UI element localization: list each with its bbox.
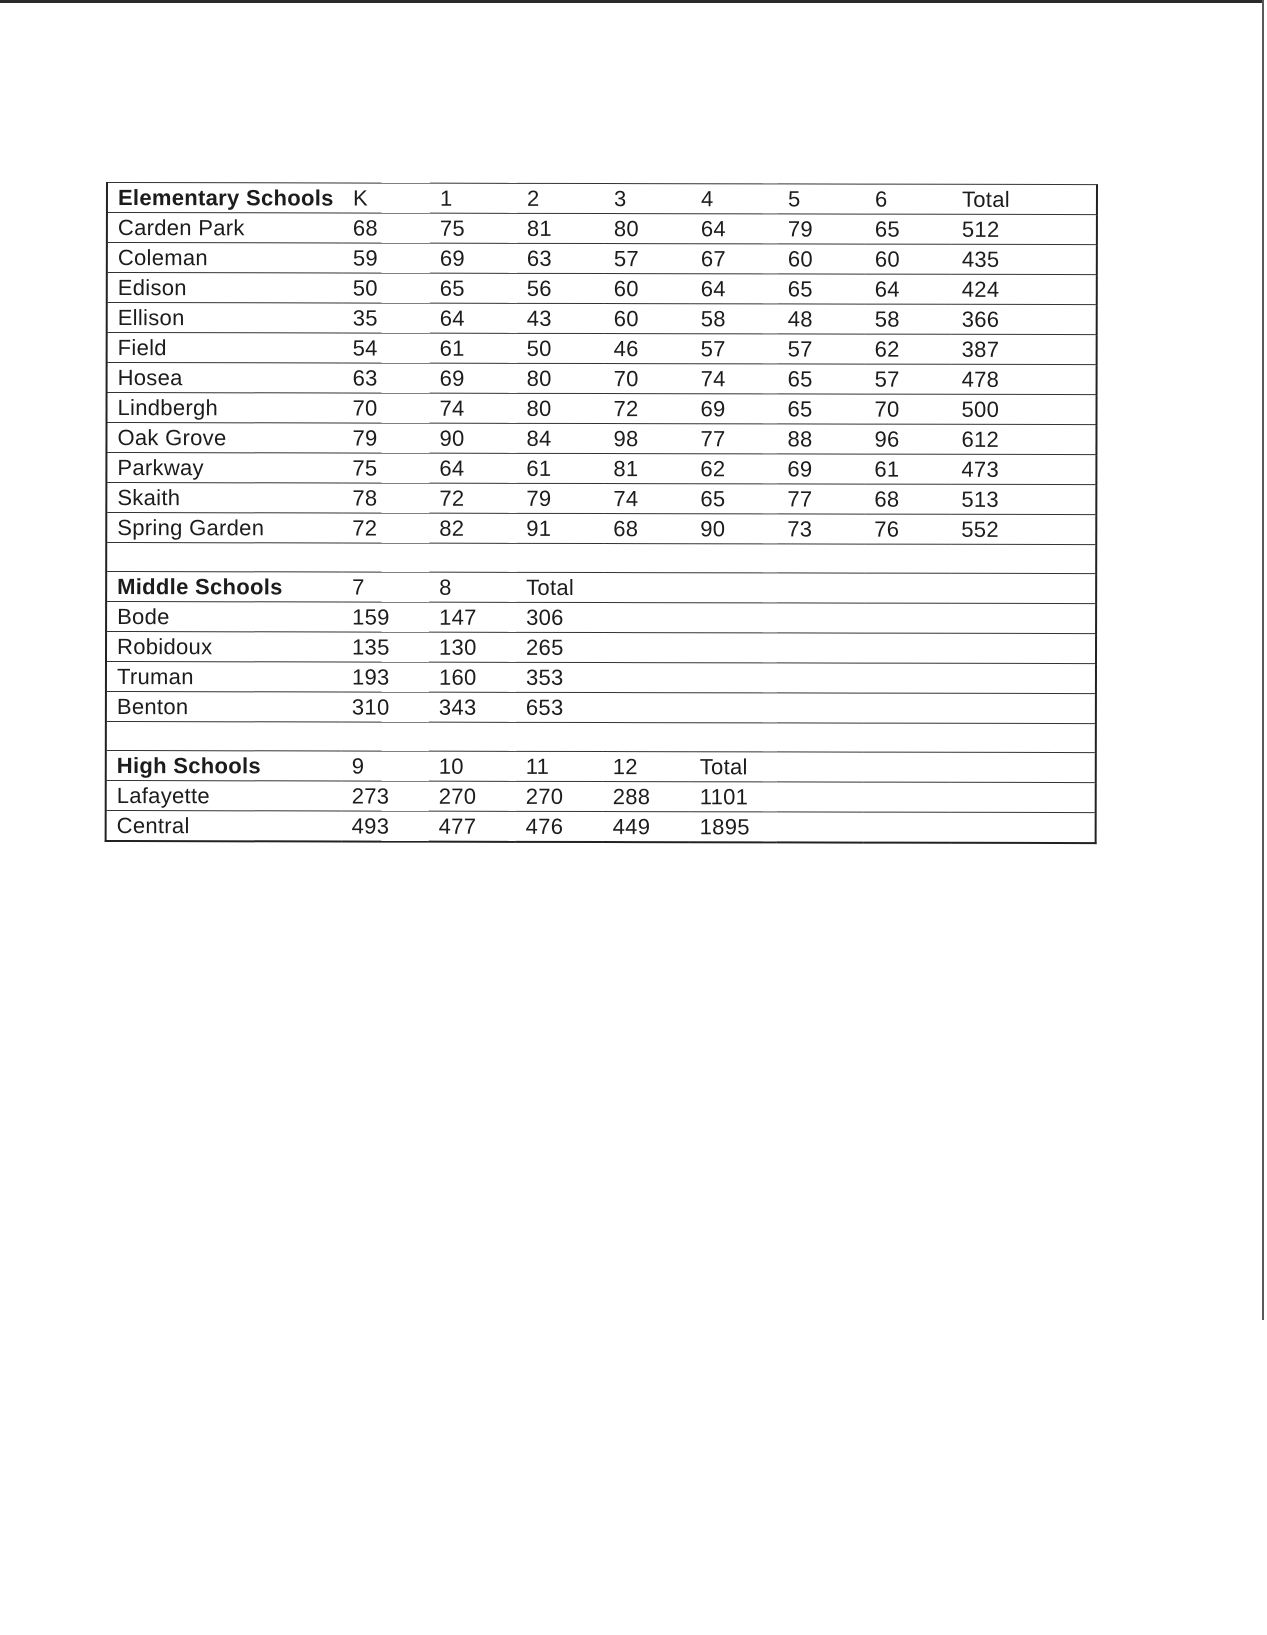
enrollment-cell: 135	[342, 632, 429, 662]
empty-cell	[951, 812, 1096, 843]
enrollment-cell: 80	[517, 363, 604, 393]
empty-cell	[777, 812, 864, 843]
empty-cell	[690, 663, 777, 693]
enrollment-cell: 98	[603, 424, 690, 454]
table-row	[107, 363, 1097, 395]
empty-cell	[864, 633, 951, 663]
empty-cell	[777, 603, 864, 633]
enrollment-cell: 75	[430, 213, 517, 243]
empty-cell	[777, 633, 864, 663]
empty-cell	[951, 663, 1096, 693]
enrollment-cell: 90	[429, 423, 516, 453]
empty-cell	[864, 544, 951, 573]
enrollment-cell: 84	[516, 423, 603, 453]
empty-cell	[951, 544, 1096, 573]
enrollment-cell: 61	[864, 454, 951, 484]
empty-cell	[516, 722, 603, 751]
empty-cell	[603, 693, 690, 723]
enrollment-cell: 50	[517, 333, 604, 363]
enrollment-cell: 90	[690, 514, 777, 544]
enrollment-cell: 74	[691, 364, 778, 394]
enrollment-cell: 343	[429, 692, 516, 722]
enrollment-cell: 68	[603, 514, 690, 544]
enrollment-cell: 69	[690, 394, 777, 424]
empty-cell	[864, 663, 951, 693]
enrollment-cell: 70	[604, 364, 691, 394]
enrollment-cell: 72	[603, 394, 690, 424]
enrollment-cell: 54	[343, 333, 430, 363]
empty-cell	[951, 782, 1096, 812]
enrollment-cell: 477	[429, 811, 516, 842]
enrollment-cell: 435	[952, 244, 1097, 274]
enrollment-cell: 265	[516, 632, 603, 662]
enrollment-cell: 59	[343, 243, 430, 273]
enrollment-cell: 50	[343, 273, 430, 303]
school-name: Oak Grove	[106, 423, 342, 453]
column-header: 2	[517, 183, 604, 213]
enrollment-cell: 79	[516, 483, 603, 513]
empty-cell	[342, 543, 429, 572]
enrollment-cell: 288	[603, 782, 690, 812]
empty-cell	[690, 693, 777, 723]
enrollment-cell: 57	[604, 244, 691, 274]
enrollment-cell: 353	[516, 662, 603, 692]
school-name: Spring Garden	[106, 513, 342, 543]
school-name: Lafayette	[106, 781, 342, 811]
empty-cell	[777, 544, 864, 573]
school-name: Central	[106, 811, 342, 842]
enrollment-cell: 273	[342, 781, 429, 811]
enrollment-cell: 76	[864, 514, 951, 544]
enrollment-cell: 81	[517, 213, 604, 243]
enrollment-cell: 63	[343, 363, 430, 393]
column-header: Total	[690, 752, 777, 782]
column-header: 3	[604, 184, 691, 214]
enrollment-cell: 43	[517, 303, 604, 333]
enrollment-cell: 65	[778, 364, 865, 394]
table-row	[107, 273, 1097, 305]
enrollment-cell: 306	[516, 602, 603, 632]
enrollment-cell: 478	[952, 364, 1097, 394]
enrollment-cell: 159	[342, 602, 429, 632]
enrollment-cell: 387	[952, 334, 1097, 364]
column-header: 11	[516, 751, 603, 781]
school-name: Bode	[106, 602, 342, 632]
spacer-row	[106, 722, 1096, 753]
empty-cell	[603, 663, 690, 693]
enrollment-cell: 75	[342, 453, 429, 483]
empty-cell	[951, 752, 1096, 782]
enrollment-cell: 147	[429, 602, 516, 632]
enrollment-cell: 80	[516, 393, 603, 423]
enrollment-cell: 64	[865, 274, 952, 304]
enrollment-cell: 366	[952, 304, 1097, 334]
table-row	[107, 333, 1097, 365]
enrollment-cell: 77	[777, 484, 864, 514]
empty-cell	[864, 573, 951, 603]
empty-cell	[690, 633, 777, 663]
empty-cell	[429, 543, 516, 572]
enrollment-cell: 60	[778, 244, 865, 274]
enrollment-cell: 612	[951, 424, 1096, 454]
enrollment-cell: 270	[516, 781, 603, 811]
enrollment-cell: 64	[429, 453, 516, 483]
enrollment-cell: 513	[951, 484, 1096, 514]
enrollment-cell: 64	[691, 214, 778, 244]
enrollment-cell: 60	[604, 274, 691, 304]
enrollment-cell: 88	[777, 424, 864, 454]
high-section-title: High Schools	[106, 751, 342, 781]
empty-cell	[777, 663, 864, 693]
elementary-section-title: Elementary Schools	[107, 183, 343, 213]
table-row	[106, 781, 1096, 813]
empty-cell	[603, 544, 690, 573]
enrollment-cell: 73	[777, 514, 864, 544]
empty-cell	[603, 573, 690, 603]
empty-cell	[777, 782, 864, 812]
enrollment-cell: 69	[430, 363, 517, 393]
empty-cell	[951, 603, 1096, 633]
enrollment-cell: 65	[430, 273, 517, 303]
high-header-row	[106, 751, 1096, 783]
enrollment-cell: 193	[342, 662, 429, 692]
enrollment-cell: 57	[691, 334, 778, 364]
enrollment-cell: 160	[429, 662, 516, 692]
enrollment-cell: 61	[430, 333, 517, 363]
table-row	[106, 662, 1096, 694]
empty-cell	[342, 722, 429, 751]
table-row	[106, 811, 1096, 844]
enrollment-cell: 48	[778, 304, 865, 334]
enrollment-cell: 67	[691, 244, 778, 274]
column-header: 6	[865, 184, 952, 214]
enrollment-cell: 82	[429, 513, 516, 543]
enrollment-cell: 46	[604, 334, 691, 364]
empty-cell	[864, 723, 951, 752]
enrollment-cell: 78	[342, 483, 429, 513]
school-name: Field	[107, 333, 343, 363]
enrollment-cell: 65	[778, 274, 865, 304]
enrollment-cell: 58	[865, 304, 952, 334]
middle-section-title: Middle Schools	[106, 572, 342, 602]
enrollment-cell: 653	[516, 692, 603, 722]
elementary-header-row	[107, 183, 1097, 215]
enrollment-cell: 449	[603, 812, 690, 843]
school-name: Parkway	[106, 453, 342, 483]
empty-cell	[864, 693, 951, 723]
enrollment-cell: 64	[691, 274, 778, 304]
enrollment-cell: 57	[865, 364, 952, 394]
empty-cell	[690, 603, 777, 633]
enrollment-cell: 79	[778, 214, 865, 244]
enrollment-cell: 68	[343, 213, 430, 243]
enrollment-cell: 512	[952, 214, 1097, 244]
enrollment-cell: 72	[429, 483, 516, 513]
empty-cell	[864, 603, 951, 633]
enrollment-cell: 79	[342, 423, 429, 453]
empty-cell	[690, 573, 777, 603]
enrollment-cell: 56	[517, 273, 604, 303]
enrollment-cell: 476	[516, 811, 603, 842]
spacer-row	[106, 543, 1096, 574]
table-row	[106, 513, 1096, 545]
enrollment-cell: 310	[342, 692, 429, 722]
empty-cell	[690, 723, 777, 752]
column-header: 5	[778, 184, 865, 214]
table-row	[106, 632, 1096, 664]
enrollment-cell: 81	[603, 454, 690, 484]
school-name: Skaith	[106, 483, 342, 513]
enrollment-cell: 77	[690, 424, 777, 454]
enrollment-cell: 63	[517, 243, 604, 273]
enrollment-cell: 65	[865, 214, 952, 244]
table-row	[106, 692, 1096, 724]
column-header: 1	[430, 183, 517, 213]
empty-cell	[777, 693, 864, 723]
school-name: Coleman	[107, 243, 343, 273]
empty-cell	[603, 603, 690, 633]
enrollment-cell: 64	[430, 303, 517, 333]
empty-cell	[951, 723, 1096, 752]
enrollment-cell: 62	[690, 454, 777, 484]
empty-cell	[951, 573, 1096, 603]
table-row	[107, 243, 1097, 275]
column-header: Total	[952, 184, 1097, 214]
enrollment-cell: 473	[951, 454, 1096, 484]
column-header: 7	[342, 572, 429, 602]
empty-cell	[777, 752, 864, 782]
school-name: Hosea	[107, 363, 343, 393]
empty-cell	[951, 633, 1096, 663]
enrollment-cell: 70	[342, 393, 429, 423]
empty-cell	[106, 722, 342, 751]
enrollment-cell: 65	[690, 484, 777, 514]
enrollment-cell: 58	[691, 304, 778, 334]
enrollment-cell: 35	[343, 303, 430, 333]
enrollment-cell: 80	[604, 214, 691, 244]
enrollment-cell: 74	[429, 393, 516, 423]
enrollment-cell: 69	[430, 243, 517, 273]
enrollment-table-container	[105, 182, 1086, 844]
empty-cell	[603, 723, 690, 752]
empty-cell	[106, 543, 342, 572]
school-name: Ellison	[107, 303, 343, 333]
empty-cell	[864, 812, 951, 843]
enrollment-cell: 270	[429, 781, 516, 811]
enrollment-cell: 61	[516, 453, 603, 483]
empty-cell	[864, 782, 951, 812]
table-row	[106, 453, 1096, 485]
enrollment-cell: 500	[951, 394, 1096, 424]
enrollment-cell: 1101	[690, 782, 777, 812]
column-header: 10	[429, 751, 516, 781]
school-name: Benton	[106, 692, 342, 722]
enrollment-cell: 96	[864, 424, 951, 454]
enrollment-cell: 57	[778, 334, 865, 364]
enrollment-cell: 552	[951, 514, 1096, 544]
empty-cell	[777, 573, 864, 603]
table-row	[106, 423, 1096, 455]
empty-cell	[951, 693, 1096, 723]
enrollment-cell: 62	[865, 334, 952, 364]
column-header: 12	[603, 752, 690, 782]
column-header: Total	[516, 572, 603, 602]
school-name: Robidoux	[106, 632, 342, 662]
table-row	[107, 213, 1097, 245]
column-header: 9	[342, 751, 429, 781]
empty-cell	[429, 722, 516, 751]
column-header: 8	[429, 572, 516, 602]
enrollment-cell: 68	[864, 484, 951, 514]
enrollment-cell: 60	[604, 304, 691, 334]
enrollment-cell: 74	[603, 484, 690, 514]
table-row	[106, 393, 1096, 425]
enrollment-cell: 1895	[690, 812, 777, 843]
column-header: 4	[691, 184, 778, 214]
school-name: Lindbergh	[106, 393, 342, 423]
empty-cell	[516, 543, 603, 572]
enrollment-cell: 424	[952, 274, 1097, 304]
school-name: Truman	[106, 662, 342, 692]
enrollment-cell: 65	[777, 394, 864, 424]
school-name: Carden Park	[107, 213, 343, 243]
table-row	[107, 303, 1097, 335]
empty-cell	[864, 752, 951, 782]
empty-cell	[603, 633, 690, 663]
enrollment-cell: 69	[777, 454, 864, 484]
enrollment-cell: 60	[865, 244, 952, 274]
column-header: K	[343, 183, 430, 213]
scan-top-edge	[0, 0, 1262, 3]
table-row	[106, 483, 1096, 515]
enrollment-cell: 72	[342, 513, 429, 543]
school-name: Edison	[107, 273, 343, 303]
middle-header-row	[106, 572, 1096, 604]
enrollment-table	[105, 182, 1098, 844]
scan-right-edge	[1262, 0, 1264, 1320]
empty-cell	[690, 544, 777, 573]
enrollment-cell: 91	[516, 513, 603, 543]
enrollment-cell: 70	[864, 394, 951, 424]
empty-cell	[777, 723, 864, 752]
table-row	[106, 602, 1096, 634]
enrollment-cell: 493	[342, 811, 429, 842]
enrollment-cell: 130	[429, 632, 516, 662]
